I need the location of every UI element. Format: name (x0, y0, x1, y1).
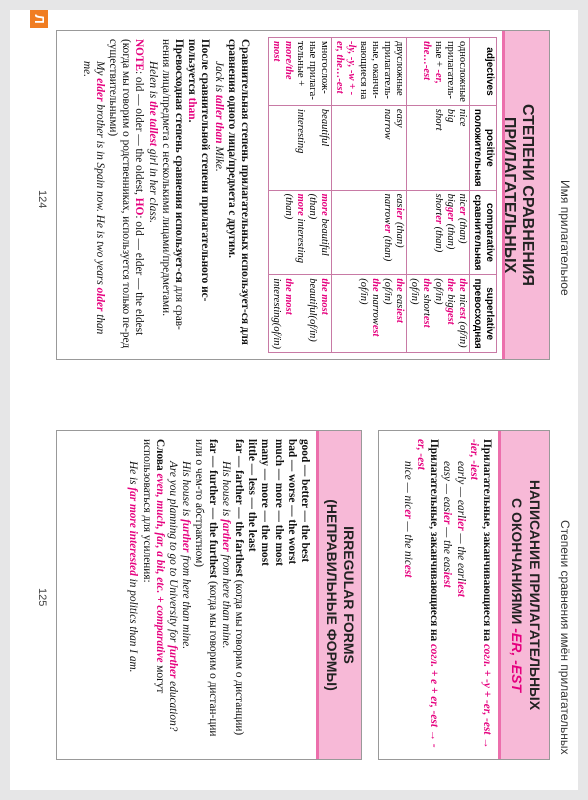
irregular-text (126, 439, 311, 753)
example-further-education: Are you planning to go to University for further education? (166, 461, 179, 732)
example-nice: nice — nicer — the nicest (401, 461, 414, 578)
superlative-cell: the nicest (of/in) the biggest (of/in) the shortest (of/in) (407, 275, 470, 353)
col-comparative: comparative сравнительная (470, 190, 497, 275)
superlative-cell: the easiest (of/in) the narrowest (of/in) (332, 275, 407, 353)
col-superlative: superlative превосходная (470, 275, 497, 353)
example-farther: His house is farther from here than mine. (219, 461, 232, 649)
example-superlative: Helen is the tallest girl in her class. (146, 61, 159, 223)
example-early: early — earlier — the earliest (454, 461, 467, 597)
table-row (269, 38, 332, 353)
note-elder: NOTE: old — older — the oldest, НО: old — elder — the eldest (когда мы говорим о родственниках, используется только пе-ред существительными) (106, 39, 146, 349)
running-header-left: Имя прилагательное (558, 180, 572, 296)
rule-y-ending: Прилагательные, заканчивающиеся на согл. + -y + -er, -est → -ier, -iest (467, 439, 493, 749)
irregular-accent-bar (316, 431, 319, 759)
page-number-right: 125 (36, 588, 48, 607)
irregular-many: many — more — the most (259, 439, 272, 566)
comparative-cell: easier (than) narrower (than) (332, 190, 407, 275)
example-easy: easy — easier — the easiest (441, 461, 454, 588)
degrees-title: СТЕПЕНИ СРАВНЕНИЯ ПРИЛАГАТЕЛЬНЫХ (501, 104, 536, 286)
rule-superlative: Превосходная степень сравнения использует-ся для срав-нения лица/предмета с несколькими лицами/предметами. (159, 39, 185, 330)
spelling-text (401, 439, 493, 753)
spelling-panel (378, 430, 550, 760)
row-label: двусложные прилагатель-ные, оканчи-вающиеся на -ly, -y, -w + -er, the…-est (332, 38, 407, 106)
positive-cell: easy narrow (332, 105, 407, 190)
rule-than: После сравнительной степени прилагательного ис-пользуется than. (186, 39, 212, 302)
running-header-right: Степени сравнения имён прилагательных (558, 520, 572, 755)
irregular-good: good — better — the best (299, 439, 311, 563)
col-adjectives: adjectives (470, 38, 497, 106)
example-intensifier: He is far more interested in politics than I am. (127, 461, 140, 673)
spelling-accent-bar (498, 431, 501, 759)
positive-cell: nice big short (407, 105, 470, 190)
degrees-text (79, 39, 251, 351)
row-label: многослож-ные прилага-тельные + more/the most (269, 38, 332, 106)
irregular-title: IRREGULAR FORMS (НЕПРАВИЛЬНЫЕ ФОРМЫ) (324, 499, 357, 691)
publisher-logo-icon: Л (30, 10, 48, 28)
page-number-left: 124 (36, 190, 48, 209)
degrees-panel (56, 30, 550, 360)
degrees-table (268, 37, 497, 353)
table-header-row (470, 38, 497, 353)
table-row (407, 38, 470, 353)
table-row (332, 38, 407, 353)
col-positive: positive положительная (470, 105, 497, 190)
irregular-far-further: far — further — the furthest (когда мы говорим о дистан-ции или о чем-то абстрактном) (193, 439, 219, 737)
positive-cell: beautiful interesting (269, 105, 332, 190)
row-label: односложные прилагатель-ные + -er, the…-est (407, 38, 470, 106)
irregular-panel (56, 430, 362, 760)
rule-intensifiers: Слова even, much, far, a bit, etc. + comparative могут использоваться для усиления: (140, 439, 166, 694)
rule-comparative: Сравнительная степень прилагательных использует-ся для сравнения одного лица/предмета с другим. (225, 39, 251, 345)
example-further: His house is further from here than mine. (180, 461, 193, 650)
irregular-little: little — less — the least (246, 439, 259, 552)
irregular-bad: bad — worse — the worst (285, 439, 298, 565)
superlative-cell: the most beautiful(of/in) the most interesting(of/in) (269, 275, 332, 353)
irregular-far-farther: far — farther — the farthest (когда мы говорим о дистанции) (232, 439, 245, 736)
example-elder: My elder brother is in Spain now. He is two years older than me. (80, 61, 106, 335)
irregular-much: much — more — the most (272, 439, 285, 566)
example-comparative: Jack is taller than Mike. (212, 61, 225, 172)
comparative-cell: nicer (than) bigger (than) shorter (than) (407, 190, 470, 275)
spelling-title: НАПИСАНИЕ ПРИЛАГАТЕЛЬНЫХ С ОКОНЧАНИЯМИ -ER, -EST (509, 479, 543, 711)
comparative-cell: more beautiful (than) more interesting (than) (269, 190, 332, 275)
rule-e-ending: Прилагательные, заканчивающиеся на согл. + e + er, -est → -er, -est (414, 439, 441, 748)
